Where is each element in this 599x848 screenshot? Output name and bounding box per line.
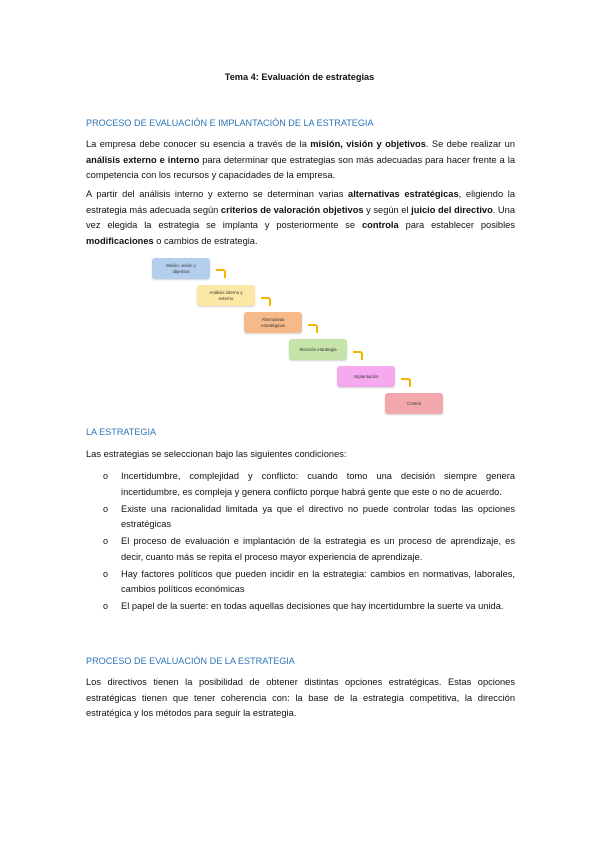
bold-run: juicio del directivo <box>411 204 493 215</box>
list-item-text: El papel de la suerte: en todas aquellas decisiones que hay incertidumbre la suerte va unida. <box>121 601 504 611</box>
section-heading-la-estrategia: LA ESTRATEGIA <box>86 427 157 437</box>
bullet-icon: o <box>103 536 109 546</box>
text-run: para determinar que estrategias son más adecuadas para hacer frente a la competencia con los recursos y capacidades de la empresa. <box>86 154 515 180</box>
bullet-icon: o <box>103 503 109 514</box>
text-run: . Una vez elegida la estrategia se implanta y posteriormente se <box>86 204 515 230</box>
step-label: Implantación <box>353 373 379 379</box>
text-run: para establecer posibles <box>398 220 515 230</box>
diagram-arrow-icon <box>216 269 226 278</box>
bold-run: criterios de valoración objetivos <box>220 204 364 215</box>
text-run: A partir del análisis interno y externo se determinan varias <box>86 189 349 199</box>
diagram-arrow-icon <box>308 324 318 333</box>
step-label: Control <box>406 400 422 406</box>
conditions-list <box>86 469 515 616</box>
diagram-step-eleccion <box>289 339 347 360</box>
diagram-arrow-icon <box>401 378 411 387</box>
bullet-icon: o <box>103 568 109 579</box>
text-run: o cambios de estrategia. <box>153 235 258 246</box>
section-heading-evaluacion: PROCESO DE EVALUACIÓN DE LA ESTRATEGIA <box>86 656 295 666</box>
step-label: Misión, visión y objetivos <box>166 262 196 274</box>
section-heading-evaluacion-implantacion: PROCESO DE EVALUACIÓN E IMPLANTACIÓN DE LA ESTRATEGIA <box>86 118 374 128</box>
step-label: Elección estrategia <box>299 346 337 352</box>
bullet-icon: o <box>103 601 109 611</box>
paragraph-alternativas <box>86 187 515 249</box>
diagram-step-implantacion <box>337 366 395 387</box>
diagram-step-analisis <box>197 285 255 306</box>
text-run: . Se debe realizar un <box>425 139 515 149</box>
bold-run: controla <box>362 220 399 230</box>
bold-run: misión, visión y objetivos <box>310 139 426 149</box>
diagram-arrow-icon <box>353 351 363 360</box>
step-label: Alternativas estratégicas <box>261 316 285 328</box>
diagram-step-alternativas <box>244 312 302 333</box>
list-item <box>86 469 515 500</box>
text-run: , eligiendo la estrategia más adecuada según <box>86 189 516 215</box>
list-item-text: Existe una racionalidad limitada ya que el directivo no puede controlar todas las opciones estratégicas <box>121 503 515 529</box>
bold-run: modificaciones <box>86 235 154 246</box>
paragraph-condiciones-intro: Las estrategias se seleccionan bajo las siguientes condiciones: <box>86 449 347 459</box>
paragraph-mision <box>86 137 515 184</box>
list-item <box>86 534 515 565</box>
step-label: Análisis interno y externo <box>209 289 243 301</box>
text-run: y según el <box>363 204 412 215</box>
bold-run: alternativas estratégicas <box>348 189 459 199</box>
diagram-step-control <box>385 393 443 414</box>
list-item <box>86 599 515 615</box>
bullet-icon: o <box>103 471 109 481</box>
list-item-text: Incertidumbre, complejidad y conflicto: cuando tomo una decisión siempre genera incertidumbre, es compleja y genera conflicto porque habrá gente que este o no de acuerdo. <box>121 471 515 497</box>
document-title: Tema 4: Evaluación de estrategias <box>224 72 375 82</box>
bold-run: análisis externo e interno <box>86 154 200 165</box>
list-item-text: El proceso de evaluación e implantación de la estrategia es un proceso de aprendizaje, es decir, cuanto más se repita el proceso mayor experiencia de aprendizaje. <box>121 536 515 562</box>
paragraph-directivos: Los directivos tienen la posibilidad de obtener distintas opciones estratégicas. Estas opciones estratégicas tienen que tener coherencia con: la base de la estrategia competitiva, la dirección estratégica y los métodos para seguir la estrategia. <box>86 677 515 718</box>
list-item <box>86 502 515 533</box>
diagram-arrow-icon <box>261 297 271 306</box>
text-run: La empresa debe conocer su esencia a través de la <box>86 139 311 149</box>
diagram-step-mision <box>152 258 210 279</box>
process-diagram <box>150 256 450 418</box>
list-item-text: Hay factores políticos que pueden incidir en la estrategia: cambios en normativas, laborales, cambios políticos económicas <box>121 568 515 594</box>
list-item <box>86 567 515 598</box>
